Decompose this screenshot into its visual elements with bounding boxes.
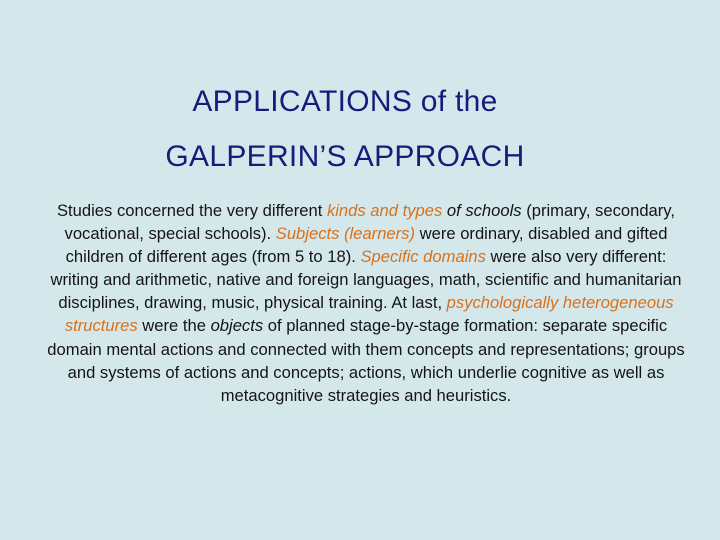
body-text-segment: of planned stage‑by‑stage formation: separate specific domain mental actions and connected with them concepts and representations; groups and systems of actions and concepts; actions, which underlie cognitive as well as metacognitive strategies and heuristics.: [47, 316, 685, 405]
emphasis-objects: objects: [210, 316, 264, 336]
title-line-1: APPLICATIONS of the: [192, 85, 498, 118]
body-text-segment: were ordinary, disabled and gifted children of different ages (from 5 to 18).: [65, 224, 668, 267]
body-text-segment: were also very different: writing and arithmetic, native and foreign languages, math, scientific and humanitarian disciplines, drawing, music, physical training. At last,: [50, 247, 682, 313]
slide-title: [0, 74, 690, 184]
body-text-segment: (primary, secondary, vocational, special schools).: [64, 201, 675, 244]
body-text-segment: Studies concerned the very different: [56, 201, 327, 220]
title-line-2: GALPERIN’S APPROACH: [165, 140, 525, 173]
body-paragraph: [44, 199, 688, 407]
highlight-heterogeneous-structures: psychologically heterogeneous structures: [64, 293, 674, 336]
highlight-kinds-and-types: kinds and types: [326, 201, 443, 220]
body-text-segment: were the: [137, 316, 211, 336]
emphasis-of-schools: of schools: [446, 201, 522, 220]
highlight-specific-domains: Specific domains: [360, 247, 486, 267]
highlight-subjects: Subjects (learners): [275, 224, 416, 244]
